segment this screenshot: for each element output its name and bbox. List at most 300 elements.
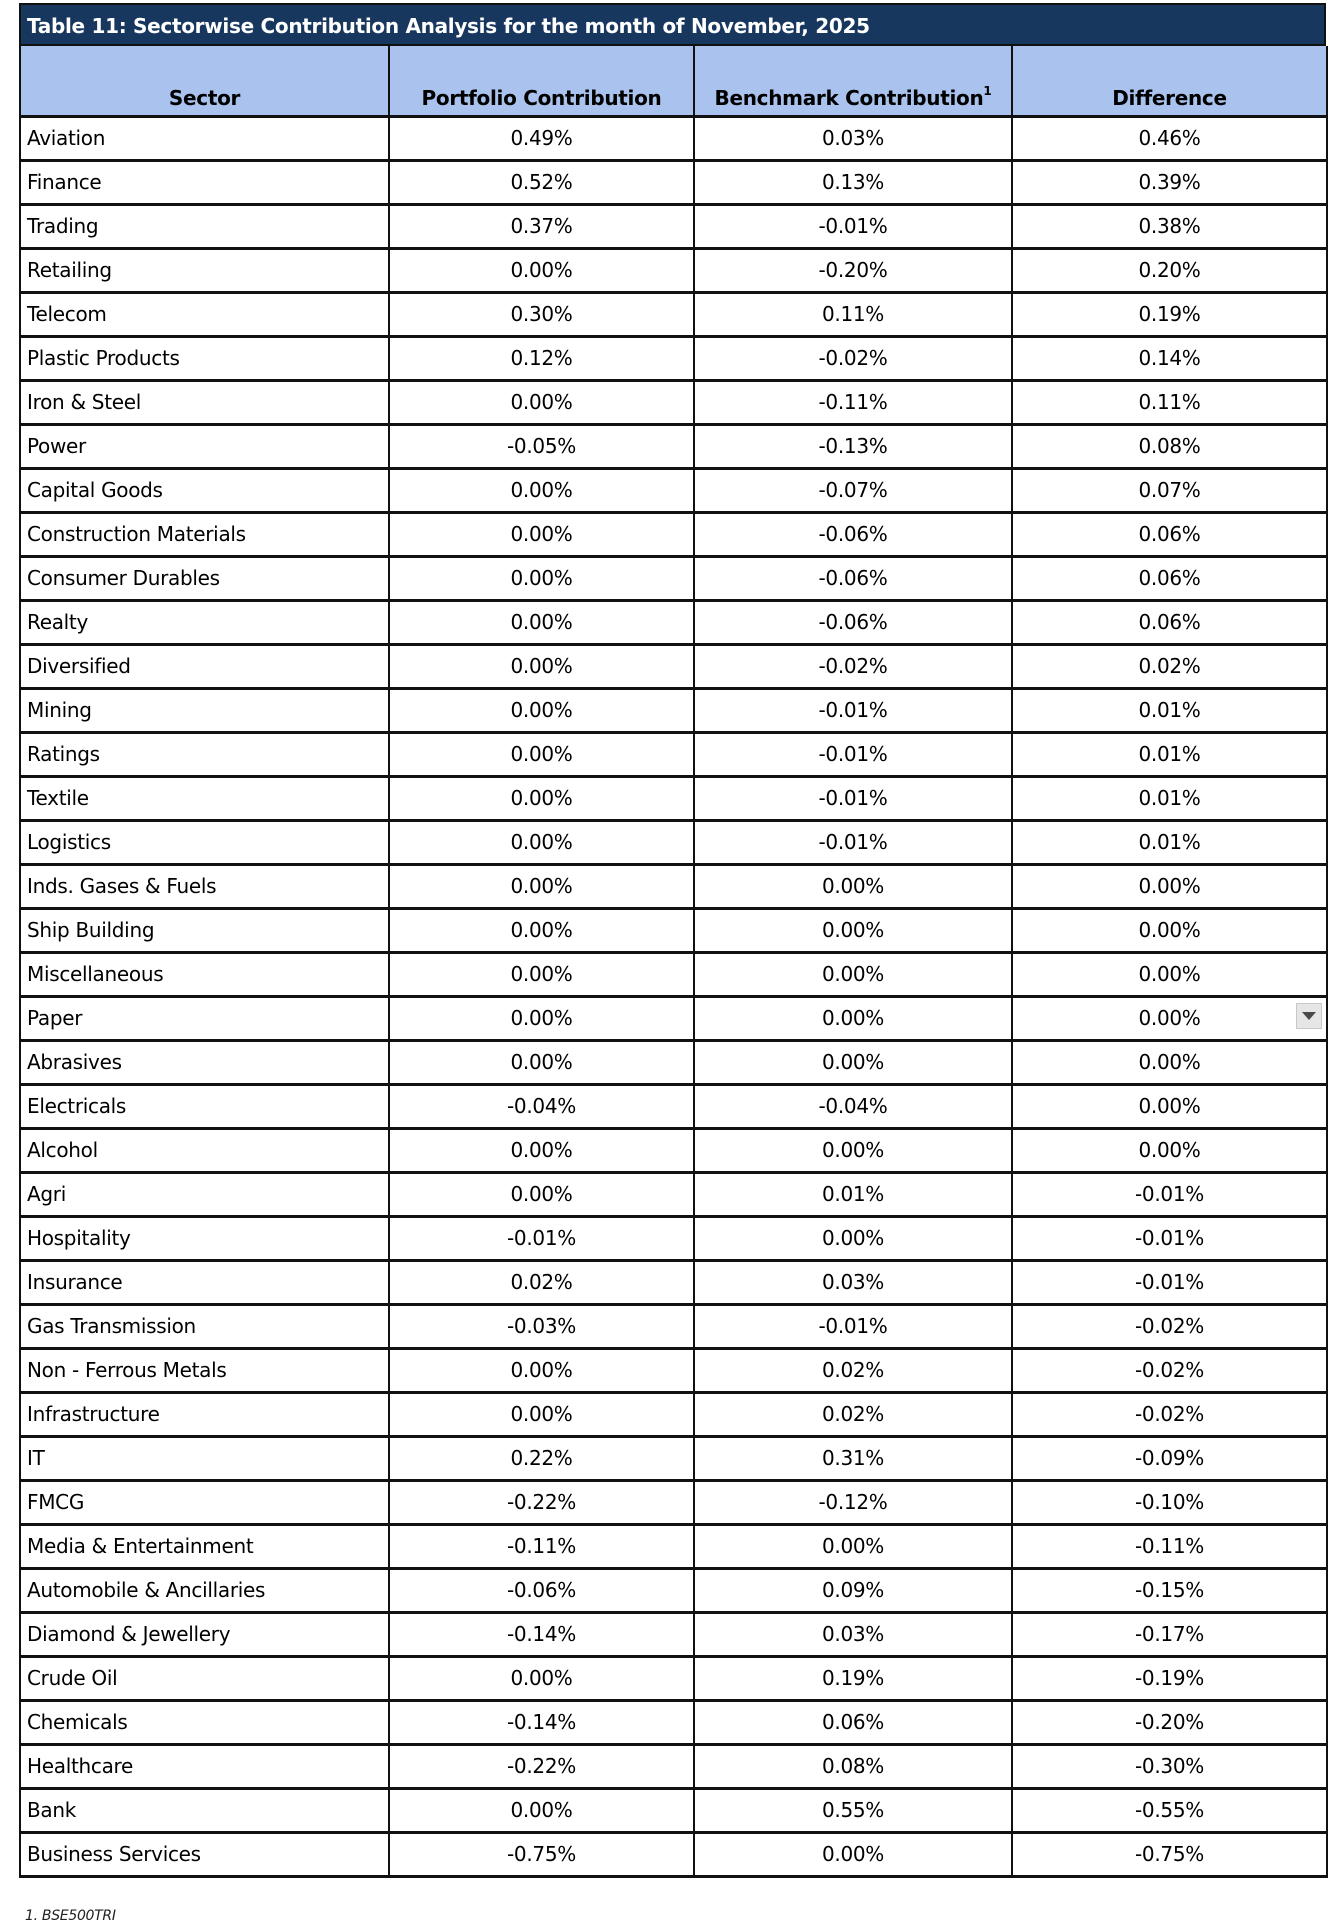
benchmark-contribution-cell <box>694 1788 1012 1832</box>
difference-cell-value: 0.07% <box>1138 478 1201 502</box>
portfolio-contribution-cell-value: 0.00% <box>510 1006 573 1030</box>
portfolio-contribution-cell <box>389 1084 694 1128</box>
benchmark-contribution-cell <box>694 468 1012 512</box>
sector-cell-value: Retailing <box>27 258 112 282</box>
difference-cell <box>1012 1788 1327 1832</box>
portfolio-contribution-cell-value: 0.22% <box>510 1446 573 1470</box>
benchmark-contribution-cell <box>694 1568 1012 1612</box>
table-row <box>20 1216 1327 1260</box>
benchmark-contribution-cell-value: 0.00% <box>821 1534 885 1558</box>
difference-cell-value: -0.02% <box>1135 1314 1204 1338</box>
sector-cell <box>20 1832 389 1876</box>
portfolio-contribution-cell-value: -0.75% <box>507 1842 576 1866</box>
table-row <box>20 688 1327 732</box>
benchmark-contribution-cell-value: -0.01% <box>818 830 888 854</box>
table-row <box>20 1568 1327 1612</box>
portfolio-contribution-cell-value: -0.22% <box>507 1754 576 1778</box>
difference-cell <box>1012 732 1327 776</box>
table-row <box>20 1700 1327 1744</box>
portfolio-contribution-cell <box>389 1216 694 1260</box>
benchmark-contribution-cell-value: 0.11% <box>821 302 885 326</box>
benchmark-contribution-cell <box>694 512 1012 556</box>
sector-cell <box>20 1788 389 1832</box>
benchmark-contribution-cell <box>694 556 1012 600</box>
portfolio-contribution-cell-value: 0.00% <box>510 874 573 898</box>
sector-cell-value: Plastic Products <box>27 346 180 370</box>
portfolio-contribution-cell <box>389 1172 694 1216</box>
sector-cell-value: Hospitality <box>27 1226 131 1250</box>
difference-cell <box>1012 1524 1327 1568</box>
sector-cell <box>20 908 389 952</box>
sector-cell <box>20 1172 389 1216</box>
table-row <box>20 1304 1327 1348</box>
table-header-row <box>20 46 1327 116</box>
benchmark-contribution-cell-value: -0.06% <box>818 610 888 634</box>
benchmark-contribution-cell <box>694 732 1012 776</box>
portfolio-contribution-cell-value: 0.00% <box>510 918 573 942</box>
difference-cell-value: -0.55% <box>1135 1798 1204 1822</box>
difference-cell <box>1012 116 1327 160</box>
benchmark-contribution-cell <box>694 1172 1012 1216</box>
sector-contribution-table <box>19 46 1328 1878</box>
table-row <box>20 908 1327 952</box>
sector-cell <box>20 1744 389 1788</box>
sector-cell <box>20 1568 389 1612</box>
portfolio-contribution-cell <box>389 1524 694 1568</box>
sector-cell <box>20 644 389 688</box>
sector-cell <box>20 1612 389 1656</box>
portfolio-contribution-cell-value: 0.49% <box>510 126 573 150</box>
difference-cell-value: -0.01% <box>1135 1270 1204 1294</box>
benchmark-contribution-cell-value: -0.01% <box>818 1314 888 1338</box>
portfolio-contribution-cell-value: 0.00% <box>510 610 573 634</box>
benchmark-contribution-cell-value: 0.19% <box>821 1666 885 1690</box>
benchmark-contribution-cell <box>694 380 1012 424</box>
benchmark-contribution-cell-value: -0.01% <box>818 742 888 766</box>
difference-cell-value: -0.20% <box>1135 1710 1204 1734</box>
difference-cell-value: -0.09% <box>1135 1446 1204 1470</box>
table-row <box>20 116 1327 160</box>
portfolio-contribution-cell-value: 0.02% <box>510 1270 573 1294</box>
difference-cell <box>1012 1172 1327 1216</box>
sector-cell-value: Diamond & Jewellery <box>27 1622 231 1646</box>
difference-cell <box>1012 996 1327 1040</box>
sector-cell <box>20 1084 389 1128</box>
benchmark-contribution-cell-value: -0.07% <box>818 478 888 502</box>
portfolio-contribution-cell <box>389 468 694 512</box>
difference-cell-value: -0.01% <box>1135 1226 1204 1250</box>
table-row <box>20 380 1327 424</box>
column-header-benchmark-label: Benchmark Contribution <box>714 85 984 110</box>
difference-cell <box>1012 1700 1327 1744</box>
sector-cell <box>20 1656 389 1700</box>
benchmark-contribution-cell <box>694 600 1012 644</box>
sector-cell <box>20 996 389 1040</box>
sector-cell <box>20 732 389 776</box>
sector-cell-value: Realty <box>27 610 88 634</box>
benchmark-contribution-cell <box>694 1348 1012 1392</box>
difference-cell <box>1012 160 1327 204</box>
benchmark-contribution-cell <box>694 160 1012 204</box>
portfolio-contribution-cell-value: 0.00% <box>510 566 573 590</box>
benchmark-contribution-cell-value: -0.01% <box>818 214 888 238</box>
portfolio-contribution-cell <box>389 1480 694 1524</box>
difference-cell-value: 0.01% <box>1138 830 1201 854</box>
table-row <box>20 820 1327 864</box>
sector-cell-value: Power <box>27 434 86 458</box>
sector-cell <box>20 688 389 732</box>
benchmark-contribution-cell-value: 0.08% <box>821 1754 885 1778</box>
sector-cell <box>20 864 389 908</box>
benchmark-contribution-cell <box>694 644 1012 688</box>
table-row <box>20 1084 1327 1128</box>
difference-cell-value: 0.01% <box>1138 786 1201 810</box>
benchmark-contribution-cell <box>694 248 1012 292</box>
portfolio-contribution-cell-value: 0.00% <box>510 786 573 810</box>
portfolio-contribution-cell <box>389 732 694 776</box>
difference-cell-value: -0.30% <box>1135 1754 1204 1778</box>
difference-cell <box>1012 688 1327 732</box>
table-row <box>20 248 1327 292</box>
difference-cell-value: 0.46% <box>1138 126 1201 150</box>
portfolio-contribution-cell-value: 0.00% <box>510 522 573 546</box>
sector-cell-value: Inds. Gases & Fuels <box>27 874 217 898</box>
table-row <box>20 1832 1327 1876</box>
difference-cell-value: 0.14% <box>1138 346 1201 370</box>
benchmark-contribution-cell <box>694 424 1012 468</box>
sector-cell-value: Capital Goods <box>27 478 163 502</box>
benchmark-contribution-cell-value: -0.01% <box>818 698 888 722</box>
benchmark-contribution-cell <box>694 820 1012 864</box>
sector-cell <box>20 424 389 468</box>
sector-cell-value: Chemicals <box>27 1710 128 1734</box>
column-header-sector-label: Sector <box>168 85 241 110</box>
benchmark-contribution-cell-value: 0.31% <box>821 1446 885 1470</box>
benchmark-contribution-cell-value: -0.01% <box>818 786 888 810</box>
sector-cell <box>20 776 389 820</box>
sector-cell <box>20 1128 389 1172</box>
difference-cell <box>1012 1480 1327 1524</box>
benchmark-contribution-cell <box>694 996 1012 1040</box>
benchmark-contribution-cell-value: 0.06% <box>821 1710 885 1734</box>
sector-cell <box>20 116 389 160</box>
benchmark-contribution-cell <box>694 1436 1012 1480</box>
sector-cell-value: Mining <box>27 698 92 722</box>
portfolio-contribution-cell <box>389 1128 694 1172</box>
portfolio-contribution-cell <box>389 600 694 644</box>
sector-cell-value: Diversified <box>27 654 131 678</box>
difference-cell-value: 0.38% <box>1138 214 1201 238</box>
difference-cell-value: 0.11% <box>1138 390 1201 414</box>
benchmark-contribution-cell-value: 0.00% <box>821 962 885 986</box>
difference-cell-value: -0.75% <box>1135 1842 1204 1866</box>
footnote-marker: 1 <box>983 83 992 98</box>
benchmark-contribution-cell-value: 0.00% <box>821 1842 885 1866</box>
portfolio-contribution-cell <box>389 1612 694 1656</box>
difference-cell <box>1012 776 1327 820</box>
benchmark-contribution-cell-value: -0.02% <box>818 346 888 370</box>
column-header-portfolio-label: Portfolio Contribution <box>421 85 662 110</box>
sector-cell-value: Agri <box>27 1182 66 1206</box>
table-row <box>20 732 1327 776</box>
sector-cell-value: Gas Transmission <box>27 1314 196 1338</box>
sector-cell <box>20 1348 389 1392</box>
table-row <box>20 1480 1327 1524</box>
portfolio-contribution-cell <box>389 1040 694 1084</box>
portfolio-contribution-cell-value: -0.05% <box>507 434 576 458</box>
difference-cell <box>1012 1568 1327 1612</box>
table-row <box>20 864 1327 908</box>
sector-cell <box>20 1700 389 1744</box>
difference-cell <box>1012 820 1327 864</box>
benchmark-contribution-cell-value: 0.00% <box>821 1006 885 1030</box>
difference-cell-value: 0.06% <box>1138 522 1201 546</box>
sector-cell-value: Construction Materials <box>27 522 246 546</box>
table-row <box>20 336 1327 380</box>
difference-cell <box>1012 1832 1327 1876</box>
chevron-down-icon <box>1302 1012 1316 1020</box>
sector-cell-value: Abrasives <box>27 1050 122 1074</box>
benchmark-contribution-cell <box>694 864 1012 908</box>
sector-cell <box>20 248 389 292</box>
benchmark-contribution-cell-value: 0.00% <box>821 874 885 898</box>
benchmark-contribution-cell <box>694 1832 1012 1876</box>
table-row <box>20 292 1327 336</box>
portfolio-contribution-cell-value: 0.00% <box>510 1050 573 1074</box>
portfolio-contribution-cell <box>389 380 694 424</box>
filter-dropdown-button[interactable] <box>1296 1003 1322 1029</box>
portfolio-contribution-cell-value: 0.00% <box>510 742 573 766</box>
difference-cell-value: 0.19% <box>1138 302 1201 326</box>
benchmark-contribution-cell <box>694 292 1012 336</box>
benchmark-contribution-cell-value: 0.00% <box>821 1226 885 1250</box>
benchmark-contribution-cell <box>694 1656 1012 1700</box>
portfolio-contribution-cell-value: 0.00% <box>510 1182 573 1206</box>
sector-cell <box>20 380 389 424</box>
table-row <box>20 1744 1327 1788</box>
difference-cell <box>1012 292 1327 336</box>
sector-cell <box>20 1040 389 1084</box>
difference-cell-value: 0.01% <box>1138 742 1201 766</box>
difference-cell-value: 0.00% <box>1138 874 1201 898</box>
portfolio-contribution-cell-value: 0.00% <box>510 830 573 854</box>
benchmark-contribution-cell <box>694 1392 1012 1436</box>
sector-cell <box>20 600 389 644</box>
benchmark-contribution-cell-value: 0.55% <box>821 1798 885 1822</box>
benchmark-contribution-cell-value: 0.03% <box>821 1622 885 1646</box>
table-row <box>20 1040 1327 1084</box>
difference-cell-value: 0.02% <box>1138 654 1201 678</box>
portfolio-contribution-cell <box>389 160 694 204</box>
difference-cell <box>1012 908 1327 952</box>
difference-cell <box>1012 248 1327 292</box>
table-row <box>20 1128 1327 1172</box>
benchmark-contribution-cell-value: 0.02% <box>821 1358 885 1382</box>
sector-cell-value: Miscellaneous <box>27 962 164 986</box>
difference-cell-value: 0.08% <box>1138 434 1201 458</box>
portfolio-contribution-cell-value: 0.12% <box>510 346 573 370</box>
difference-cell-value: 0.06% <box>1138 610 1201 634</box>
difference-cell-value: -0.10% <box>1135 1490 1204 1514</box>
portfolio-contribution-cell <box>389 1832 694 1876</box>
difference-cell-value: 0.00% <box>1138 1138 1201 1162</box>
table-row <box>20 424 1327 468</box>
contribution-table-container <box>19 3 1326 1878</box>
difference-cell <box>1012 468 1327 512</box>
sector-cell <box>20 292 389 336</box>
footnote: 1. BSE500TRI <box>25 1908 116 1924</box>
sector-cell-value: FMCG <box>27 1490 85 1514</box>
benchmark-contribution-cell-value: -0.06% <box>818 566 888 590</box>
difference-cell-value: 0.06% <box>1138 566 1201 590</box>
table-row <box>20 1348 1327 1392</box>
table-row <box>20 1612 1327 1656</box>
difference-cell-value: 0.00% <box>1138 1006 1201 1030</box>
benchmark-contribution-cell <box>694 688 1012 732</box>
portfolio-contribution-cell <box>389 1392 694 1436</box>
sector-cell-value: Business Services <box>27 1842 201 1866</box>
portfolio-contribution-cell-value: 0.00% <box>510 698 573 722</box>
table-row <box>20 644 1327 688</box>
benchmark-contribution-cell-value: -0.20% <box>818 258 888 282</box>
sector-cell-value: Iron & Steel <box>27 390 142 414</box>
benchmark-contribution-cell-value: -0.13% <box>818 434 888 458</box>
benchmark-contribution-cell <box>694 1524 1012 1568</box>
difference-cell <box>1012 1392 1327 1436</box>
table-row <box>20 468 1327 512</box>
sector-cell <box>20 204 389 248</box>
sector-cell <box>20 512 389 556</box>
benchmark-contribution-cell <box>694 1216 1012 1260</box>
sector-cell <box>20 336 389 380</box>
difference-cell <box>1012 556 1327 600</box>
benchmark-contribution-cell <box>694 1744 1012 1788</box>
table-row <box>20 600 1327 644</box>
portfolio-contribution-cell-value: -0.14% <box>507 1710 576 1734</box>
sector-cell-value: IT <box>27 1446 45 1470</box>
benchmark-contribution-cell <box>694 952 1012 996</box>
portfolio-contribution-cell <box>389 512 694 556</box>
difference-cell-value: -0.15% <box>1135 1578 1204 1602</box>
table-row <box>20 1524 1327 1568</box>
difference-cell-value: -0.01% <box>1135 1182 1204 1206</box>
portfolio-contribution-cell-value: -0.22% <box>507 1490 576 1514</box>
sector-cell <box>20 556 389 600</box>
difference-cell-value: -0.17% <box>1135 1622 1204 1646</box>
difference-cell <box>1012 1656 1327 1700</box>
benchmark-contribution-cell-value: 0.01% <box>821 1182 885 1206</box>
difference-cell-value: -0.02% <box>1135 1402 1204 1426</box>
benchmark-contribution-cell <box>694 776 1012 820</box>
benchmark-contribution-cell-value: 0.00% <box>821 1050 885 1074</box>
benchmark-contribution-cell <box>694 1480 1012 1524</box>
portfolio-contribution-cell <box>389 996 694 1040</box>
column-header-difference-label: Difference <box>1112 85 1227 110</box>
benchmark-contribution-cell-value: 0.03% <box>821 1270 885 1294</box>
difference-cell <box>1012 1304 1327 1348</box>
benchmark-contribution-cell-value: -0.04% <box>818 1094 888 1118</box>
table-row <box>20 1172 1327 1216</box>
portfolio-contribution-cell <box>389 776 694 820</box>
portfolio-contribution-cell <box>389 1744 694 1788</box>
column-header-benchmark <box>694 46 1012 116</box>
sector-cell-value: Finance <box>27 170 102 194</box>
sector-cell-value: Electricals <box>27 1094 127 1118</box>
difference-cell <box>1012 1128 1327 1172</box>
portfolio-contribution-cell-value: 0.52% <box>510 170 573 194</box>
difference-cell <box>1012 864 1327 908</box>
sector-cell-value: Healthcare <box>27 1754 134 1778</box>
difference-cell <box>1012 1260 1327 1304</box>
table-row <box>20 556 1327 600</box>
column-header-difference <box>1012 46 1327 116</box>
portfolio-contribution-cell <box>389 1700 694 1744</box>
sector-cell <box>20 1392 389 1436</box>
portfolio-contribution-cell <box>389 1304 694 1348</box>
table-row <box>20 1788 1327 1832</box>
sector-cell-value: Bank <box>27 1798 77 1822</box>
benchmark-contribution-cell-value: 0.03% <box>821 126 885 150</box>
portfolio-contribution-cell-value: -0.01% <box>507 1226 576 1250</box>
sector-cell-value: Crude Oil <box>27 1666 118 1690</box>
portfolio-contribution-cell-value: 0.00% <box>510 654 573 678</box>
benchmark-contribution-cell-value: 0.09% <box>821 1578 885 1602</box>
portfolio-contribution-cell <box>389 248 694 292</box>
portfolio-contribution-cell <box>389 1348 694 1392</box>
portfolio-contribution-cell-value: -0.06% <box>507 1578 576 1602</box>
difference-cell-value: 0.00% <box>1138 918 1201 942</box>
sector-cell-value: Media & Entertainment <box>27 1534 254 1558</box>
portfolio-contribution-cell-value: -0.04% <box>507 1094 576 1118</box>
benchmark-contribution-cell <box>694 336 1012 380</box>
benchmark-contribution-cell-value: -0.12% <box>818 1490 888 1514</box>
difference-cell <box>1012 512 1327 556</box>
difference-cell-value: 0.00% <box>1138 1094 1201 1118</box>
difference-cell <box>1012 1744 1327 1788</box>
difference-cell <box>1012 1348 1327 1392</box>
sector-cell <box>20 1524 389 1568</box>
difference-cell-value: 0.20% <box>1138 258 1201 282</box>
benchmark-contribution-cell <box>694 116 1012 160</box>
portfolio-contribution-cell-value: 0.00% <box>510 258 573 282</box>
table-row <box>20 996 1327 1040</box>
sector-cell-value: Aviation <box>27 126 106 150</box>
portfolio-contribution-cell <box>389 424 694 468</box>
sector-cell-value: Logistics <box>27 830 111 854</box>
portfolio-contribution-cell-value: 0.00% <box>510 390 573 414</box>
portfolio-contribution-cell-value: 0.00% <box>510 1402 573 1426</box>
difference-cell <box>1012 1084 1327 1128</box>
sector-cell <box>20 1260 389 1304</box>
column-header-sector <box>20 46 389 116</box>
difference-cell <box>1012 952 1327 996</box>
sector-cell-value: Trading <box>27 214 99 238</box>
portfolio-contribution-cell <box>389 292 694 336</box>
difference-cell-value: 0.00% <box>1138 1050 1201 1074</box>
difference-cell <box>1012 380 1327 424</box>
benchmark-contribution-cell-value: 0.00% <box>821 1138 885 1162</box>
sector-cell <box>20 1216 389 1260</box>
portfolio-contribution-cell <box>389 908 694 952</box>
benchmark-contribution-cell <box>694 1304 1012 1348</box>
sector-cell-value: Infrastructure <box>27 1402 160 1426</box>
sector-cell-value: Insurance <box>27 1270 123 1294</box>
benchmark-contribution-cell-value: -0.02% <box>818 654 888 678</box>
table-row <box>20 512 1327 556</box>
difference-cell <box>1012 204 1327 248</box>
portfolio-contribution-cell-value: 0.00% <box>510 478 573 502</box>
table-row <box>20 1436 1327 1480</box>
